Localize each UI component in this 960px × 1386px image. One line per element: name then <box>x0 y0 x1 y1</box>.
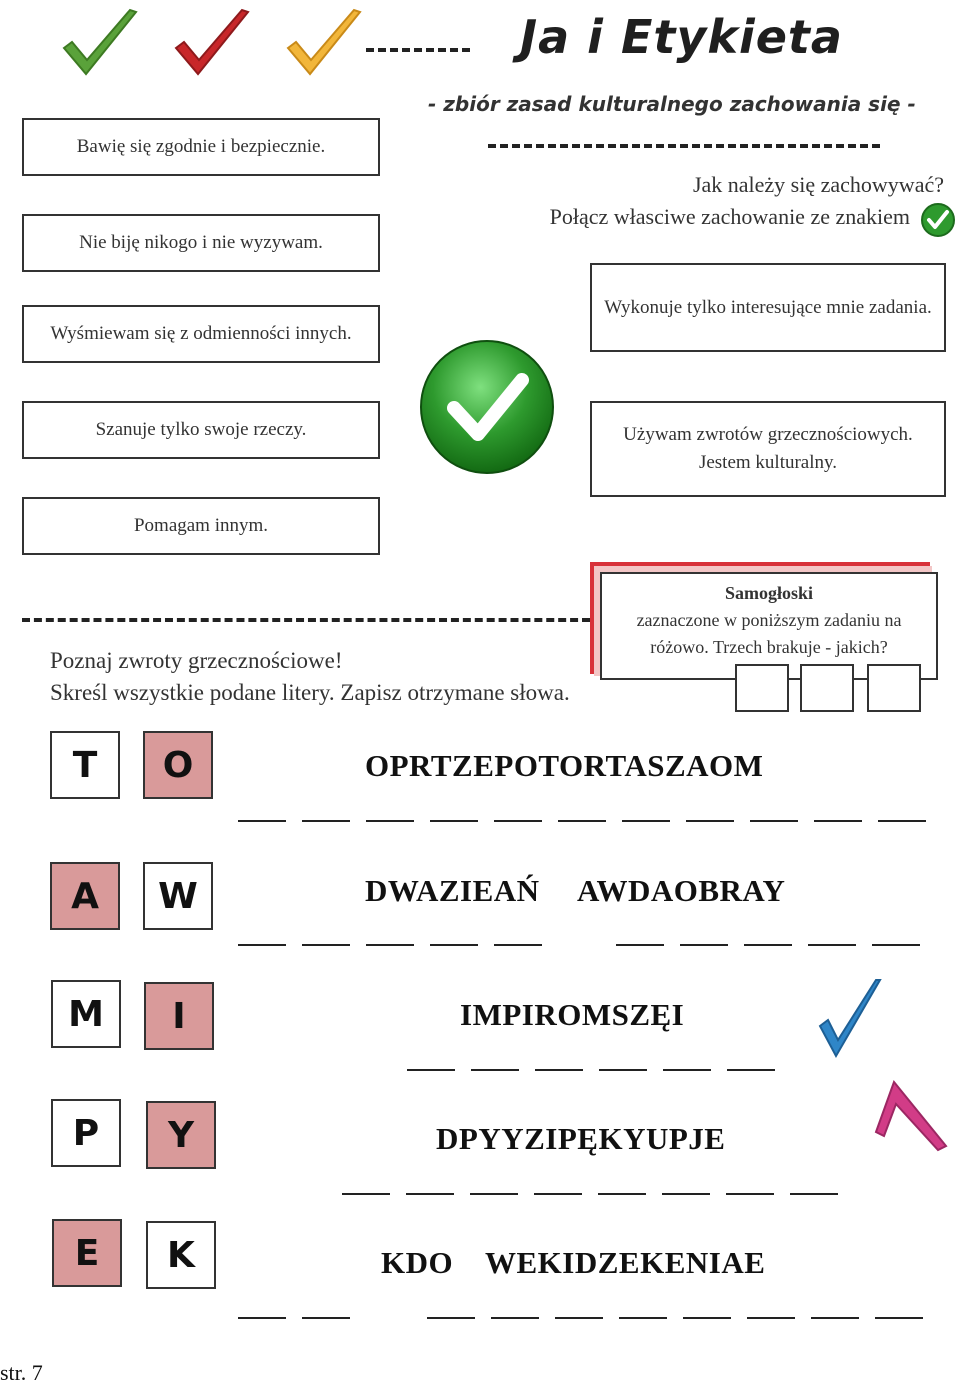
behavior-label: Pomagam innym. <box>133 515 269 537</box>
behavior-label: Wykonuje tylko interesujące mnie zadania. <box>604 296 932 318</box>
puzzle-word: DWAZIEAŃ <box>365 873 540 908</box>
behavior-label: Bawię się zgodnie i bezpiecznie. <box>76 136 326 158</box>
letter-tile <box>51 1099 121 1167</box>
letter-tile <box>143 862 213 930</box>
behavior-box[interactable] <box>590 401 946 497</box>
page-subtitle: - zbiór zasad kulturalnego zachowania się - <box>428 92 916 116</box>
vowel-letter-tile <box>143 731 213 799</box>
letter-value: E <box>74 1232 100 1274</box>
letter-tile <box>146 1221 216 1289</box>
answer-blanks[interactable] <box>616 944 920 946</box>
section-instruction-2: Skreśl wszystkie podane litery. Zapisz otrzymane słowa. <box>50 680 570 705</box>
vowel-letter-tile <box>50 862 120 930</box>
check-icon-blue <box>818 978 882 1060</box>
behavior-box[interactable] <box>22 305 380 363</box>
behavior-label: Używam zwrotów grzecznościowych. Jestem kulturalny. <box>623 424 913 473</box>
letter-value: M <box>68 993 104 1035</box>
letter-value: T <box>72 744 98 786</box>
letter-value: O <box>162 744 194 786</box>
puzzle-word: DPYYZIPĘKYUPJE <box>436 1121 726 1156</box>
answer-blanks[interactable] <box>238 820 926 822</box>
answer-box[interactable] <box>735 664 789 712</box>
letter-value: P <box>72 1112 100 1154</box>
dash-divider <box>22 618 590 622</box>
puzzle-word: WEKIDZEKENIAE <box>485 1245 766 1280</box>
green-check-button-icon <box>418 338 556 476</box>
question-text: Jak należy się zachowywać? <box>692 172 944 197</box>
behavior-label: Wyśmiewam się z odmienności innych. <box>50 323 352 345</box>
letter-tile <box>51 980 121 1048</box>
check-icon-pink <box>872 1080 948 1152</box>
letter-tile <box>50 731 120 799</box>
vowel-letter-tile <box>146 1101 216 1169</box>
dash-divider <box>488 144 880 148</box>
section-instruction-1: Poznaj zwroty grzecznościowe! <box>50 648 343 673</box>
puzzle-word: KDO <box>381 1245 454 1280</box>
puzzle-word: OPRTZEPOTORTASZAOM <box>365 748 764 783</box>
vowels-text: zaznaczone w poniższym zadaniu na różowo. Trzech brakuje - jakich? <box>636 610 902 657</box>
vowel-letter-tile <box>144 982 214 1050</box>
behavior-box[interactable] <box>22 401 380 459</box>
behavior-label: Szanuje tylko swoje rzeczy. <box>95 419 307 441</box>
answer-blanks[interactable] <box>238 944 542 946</box>
answer-blanks[interactable] <box>238 1317 350 1319</box>
check-icon-red <box>172 8 252 80</box>
letter-value: W <box>158 875 198 917</box>
answer-blanks[interactable] <box>342 1193 838 1195</box>
behavior-box[interactable] <box>22 214 380 272</box>
letter-value: Y <box>167 1114 195 1156</box>
puzzle-word: AWDAOBRAY <box>577 873 786 908</box>
behavior-box[interactable] <box>590 263 946 352</box>
answer-box[interactable] <box>800 664 854 712</box>
check-icon-yellow <box>284 8 364 80</box>
green-check-badge-icon <box>920 202 956 238</box>
behavior-box[interactable] <box>22 118 380 176</box>
dash-divider <box>366 48 470 52</box>
behavior-box[interactable] <box>22 497 380 555</box>
behavior-label: Nie biję nikogo i nie wyzywam. <box>79 232 323 254</box>
check-icon-green <box>60 8 140 80</box>
puzzle-word: IMPIROMSZĘI <box>460 997 685 1032</box>
page-title: Ja i Etykieta <box>520 10 843 64</box>
instruction-text: Połącz własciwe zachowanie ze znakiem <box>549 204 910 229</box>
letter-value: I <box>172 995 186 1037</box>
vowel-letter-tile <box>52 1219 122 1287</box>
answer-blanks[interactable] <box>427 1317 923 1319</box>
page-number: str. 7 <box>0 1360 43 1385</box>
letter-value: A <box>71 875 99 917</box>
vowels-title: Samogłoski <box>724 583 814 603</box>
answer-blanks[interactable] <box>407 1069 775 1071</box>
answer-box[interactable] <box>867 664 921 712</box>
letter-value: K <box>167 1234 195 1276</box>
